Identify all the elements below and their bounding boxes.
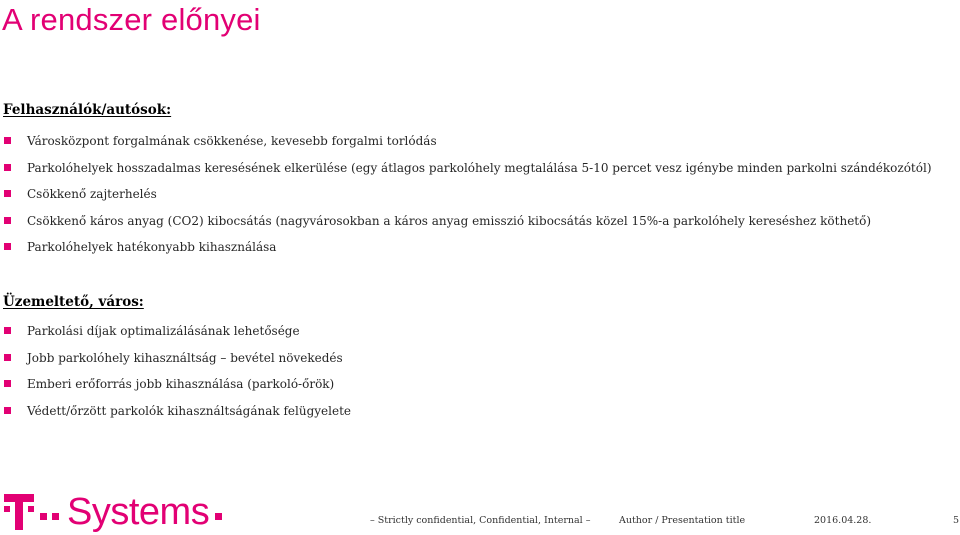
bullet-icon bbox=[4, 407, 11, 414]
bullet-icon bbox=[4, 354, 11, 361]
list-item: Parkolási díjak optimalizálásának lehetősége bbox=[0, 318, 351, 345]
author-title: Author / Presentation title bbox=[619, 515, 746, 526]
users-benefit-list bbox=[0, 128, 932, 261]
list-item: Parkolóhelyek hatékonyabb kihasználása bbox=[0, 234, 932, 261]
list-item: Csökkenő zajterhelés bbox=[0, 181, 932, 208]
list-item: Csökkenő káros anyag (CO2) kibocsátás (nagyvárosokban a káros anyag emisszió kibocsátás közel 15%-a parkolóhely kereséshez köthető) bbox=[0, 208, 932, 235]
operator-benefit-list bbox=[0, 318, 351, 424]
bullet-icon bbox=[4, 327, 11, 334]
bullet-icon bbox=[4, 137, 11, 144]
bullet-icon bbox=[4, 243, 11, 250]
t-logo-icon bbox=[4, 494, 34, 530]
section-heading-users: Felhasználók/autósok: bbox=[3, 102, 172, 118]
bullet-icon bbox=[4, 380, 11, 387]
bullet-icon bbox=[4, 217, 11, 224]
list-item: Városközpont forgalmának csökkenése, kevesebb forgalmi torlódás bbox=[0, 128, 932, 155]
page-number: 5 bbox=[953, 515, 960, 526]
list-item: Védett/őrzött parkolók kihasználtságának felügyelete bbox=[0, 398, 351, 425]
logo-dots bbox=[40, 513, 59, 520]
logo-dot bbox=[215, 513, 222, 520]
presentation-date: 2016.04.28. bbox=[814, 515, 872, 526]
confidentiality-label: – Strictly confidential, Confidential, Internal – bbox=[370, 515, 591, 526]
list-item: Jobb parkolóhely kihasználtság – bevétel növekedés bbox=[0, 345, 351, 372]
logo-wordmark: Systems bbox=[67, 491, 210, 533]
slide-title: A rendszer előnyei bbox=[2, 2, 261, 37]
list-item: Emberi erőforrás jobb kihasználása (parkoló-őrök) bbox=[0, 371, 351, 398]
t-systems-logo bbox=[4, 491, 222, 533]
bullet-icon bbox=[4, 164, 11, 171]
bullet-icon bbox=[4, 190, 11, 197]
section-heading-operator: Üzemeltető, város: bbox=[3, 294, 144, 310]
list-item: Parkolóhelyek hosszadalmas keresésének elkerülése (egy átlagos parkolóhely megtalálása 5-10 percet vesz igénybe minden parkolni szándékozótól) bbox=[0, 155, 932, 182]
